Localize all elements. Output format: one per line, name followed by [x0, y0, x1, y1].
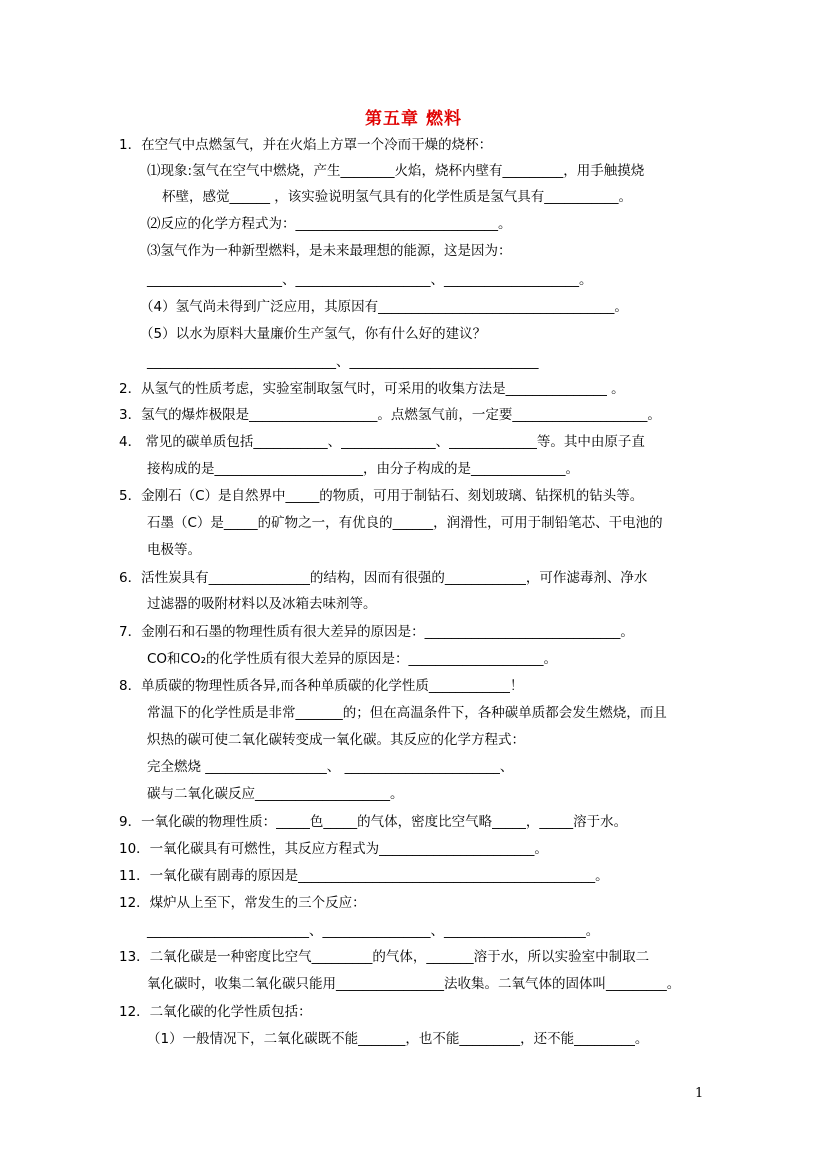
chapter-title: 第五章 燃料	[365, 109, 462, 129]
text-line: （5）以水为原料大量廉价生产氢气，你有什么好的建议？	[140, 326, 487, 342]
text-line: 常温下的化学性质是非常_______的；但在高温条件下，各种碳单质都会发生燃烧，而且	[147, 705, 667, 721]
text-line: 12．二氧化碳的化学性质包括：	[119, 1004, 312, 1020]
text-line: 8．单质碳的物理性质各异,而各种单质碳的化学性质____________！	[119, 678, 524, 694]
text-line: ⑶氢气作为一种新型燃料，是未来最理想的能源，这是因为：	[147, 243, 512, 259]
text-line: 6．活性炭具有_______________的结构，因而有很强的____________，可作滤毒剂、净水	[119, 570, 648, 586]
text-line: 7．金刚石和石墨的物理性质有很大差异的原因是：_____________________________。	[119, 624, 634, 640]
text-line: （1）一般情况下，二氧化碳既不能_______，也不能_________，还不能_________。	[147, 1031, 649, 1047]
text-line: 杯壁，感觉______ ，该实验说明氢气具有的化学性质是氢气具有___________。	[162, 189, 633, 205]
text-line: ____________________________、____________________________	[147, 354, 539, 370]
text-line: 3．氢气的爆炸极限是___________________。点燃氢气前，一定要____________________。	[119, 407, 661, 423]
text-line: 2．从氢气的性质考虑，实验室制取氢气时，可采用的收集方法是_______________ 。	[119, 381, 625, 397]
text-line: 10．一氧化碳具有可燃性，其反应方程式为_______________________。	[119, 841, 548, 857]
text-line: 完全燃烧 __________________、 _______________________、	[147, 759, 514, 775]
text-line: （4）氢气尚未得到广泛应用，其原因有___________________________________。	[140, 299, 628, 315]
text-line: 炽热的碳可使二氧化碳转变成一氧化碳。其反应的化学方程式：	[147, 732, 525, 748]
text-line: 碳与二氧化碳反应____________________。	[147, 786, 404, 802]
text-line: ________________________、________________、_____________________。	[147, 923, 600, 939]
text-line: 13．二氧化碳是一种密度比空气_________的气体，_______溶于水，所以实验室中制取二	[119, 949, 650, 965]
text-line: 4． 常见的碳单质包括___________、______________、_____________等。其中由原子直	[119, 434, 645, 450]
page-number: 1	[695, 1086, 704, 1101]
text-line: 过滤器的吸附材料以及冰箱去味剂等。	[147, 596, 377, 612]
text-line: 11．一氧化碳有剧毒的原因是____________________________________________。	[119, 868, 609, 884]
text-line: 接构成的是______________________，由分子构成的是______________。	[147, 461, 579, 477]
text-line: 氧化碳时，收集二氧化碳只能用________________法收集。二氧气体的固体叫_________。	[147, 976, 681, 992]
text-line: 电极等。	[147, 542, 201, 558]
text-line: ____________________、____________________、____________________。	[147, 272, 593, 288]
text-line: 9．一氧化碳的物理性质：_____色_____的气体，密度比空气略_____，_____溶于水。	[119, 814, 628, 830]
text-line: 12．煤炉从上至下，常发生的三个反应：	[119, 895, 366, 911]
text-line: ⑴现象:氢气在空气中燃烧，产生________火焰，烧杯内壁有_________，用手触摸烧	[147, 163, 645, 179]
text-line: 1．在空气中点燃氢气，并在火焰上方罩一个冷而干燥的烧杯：	[119, 137, 493, 153]
text-line: ⑵反应的化学方程式为：______________________________。	[147, 216, 512, 232]
text-line: 5．金刚石（C）是自然界中_____的物质，可用于制钻石、刻划玻璃、钻探机的钻头等。	[119, 488, 644, 504]
text-line: CO和CO₂的化学性质有很大差异的原因是：____________________。	[147, 651, 558, 667]
text-line: 石墨（C）是_____的矿物之一，有优良的______，润滑性，可用于制铅笔芯、干电池的	[147, 515, 663, 531]
